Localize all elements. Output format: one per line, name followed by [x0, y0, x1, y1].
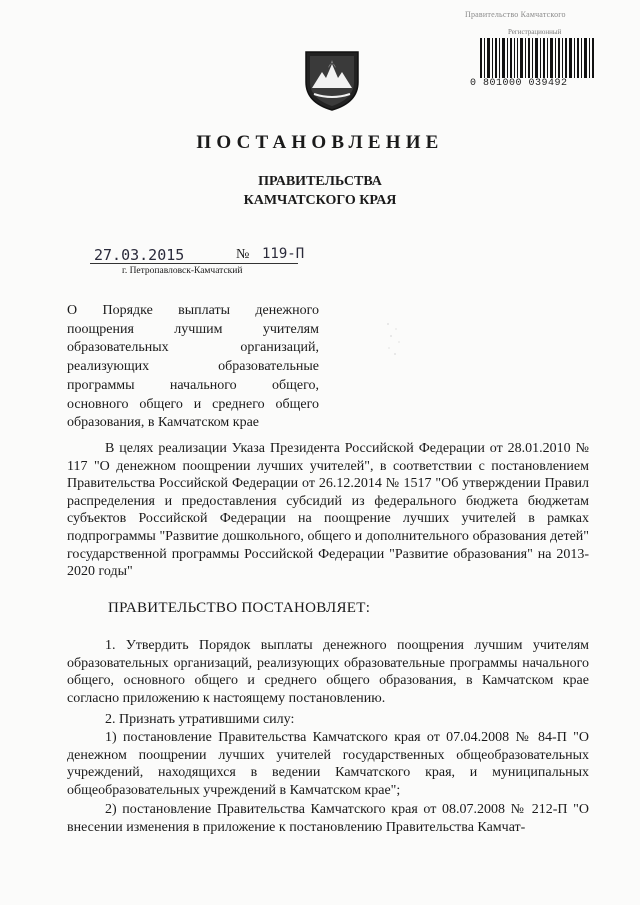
- decree-heading: ПРАВИТЕЛЬСТВО ПОСТАНОВЛЯЕТ:: [108, 600, 371, 616]
- document-subject: О Порядке выплаты денежного поощрения лучшим учителям образовательных организаций, реализующих образовательные программы начального общего, основного общего и среднего общего образования, в Камчатском крае: [67, 303, 319, 431]
- document-date: 27.03.2015: [94, 246, 185, 264]
- barcode-number: 0 801000 039492: [470, 78, 568, 89]
- issuer-line-1: ПРАВИТЕЛЬСТВА: [258, 174, 382, 189]
- registry-stamp: Правительство Камчатского: [465, 10, 566, 19]
- barcode: [478, 38, 598, 78]
- clause-2-paragraph: 2. Признать утратившими силу:: [105, 712, 295, 727]
- document-number: 119-П: [262, 246, 305, 262]
- issuer-block: [0, 172, 640, 210]
- date-underline: [90, 263, 298, 264]
- preamble-paragraph: В целях реализации Указа Президента Российской Федерации от 28.01.2010 № 117 "О денежном поощрении лучших учителей", в соответствии с постановлением Правительства Российской Федерации от 26.12.2014 № 1517 "Об утверждении Правил распределения и предоставления субсидий из федерального бюджета бюджетам субъектов Российской Федерации на поощрение лучших учителей в рамках подпрограммы "Развитие дошкольного, общего и дополнительного образования детей" государственной программы Российской Федерации "Развитие образования" на 2013-2020 годы": [67, 441, 589, 580]
- clause-1-paragraph: 1. Утвердить Порядок выплаты денежного поощрения лучшим учителям образовательных организаций, реализующих образовательные программы начального общего, основного общего и среднего общего образования, в Камчатском крае согласно приложению к настоящему постановлению.: [67, 638, 589, 706]
- number-label: №: [236, 247, 250, 262]
- registry-stamp-label: Регистрационный: [508, 28, 562, 36]
- issuer-line-2: КАМЧАТСКОГО КРАЯ: [243, 193, 397, 208]
- clause-2-1-paragraph: 1) постановление Правительства Камчатского края от 07.04.2008 № 84-П "О денежном поощрении лучших учителей государственных общеобразовательных учреждений, находящихся в ведении Камчатского края, и муниципальных общеобразовательных учреждений в Камчатском крае";: [67, 730, 589, 798]
- scan-noise: [384, 320, 404, 360]
- document-title: ПОСТАНОВЛЕНИЕ: [196, 132, 444, 153]
- kamchatka-emblem-icon: [302, 48, 362, 112]
- clause-2-2-paragraph: 2) постановление Правительства Камчатского края от 08.07.2008 № 212-П "О внесении изменения в приложение к постановлению Правительства Камчат-: [67, 802, 589, 835]
- document-city: г. Петропавловск-Камчатский: [122, 266, 243, 276]
